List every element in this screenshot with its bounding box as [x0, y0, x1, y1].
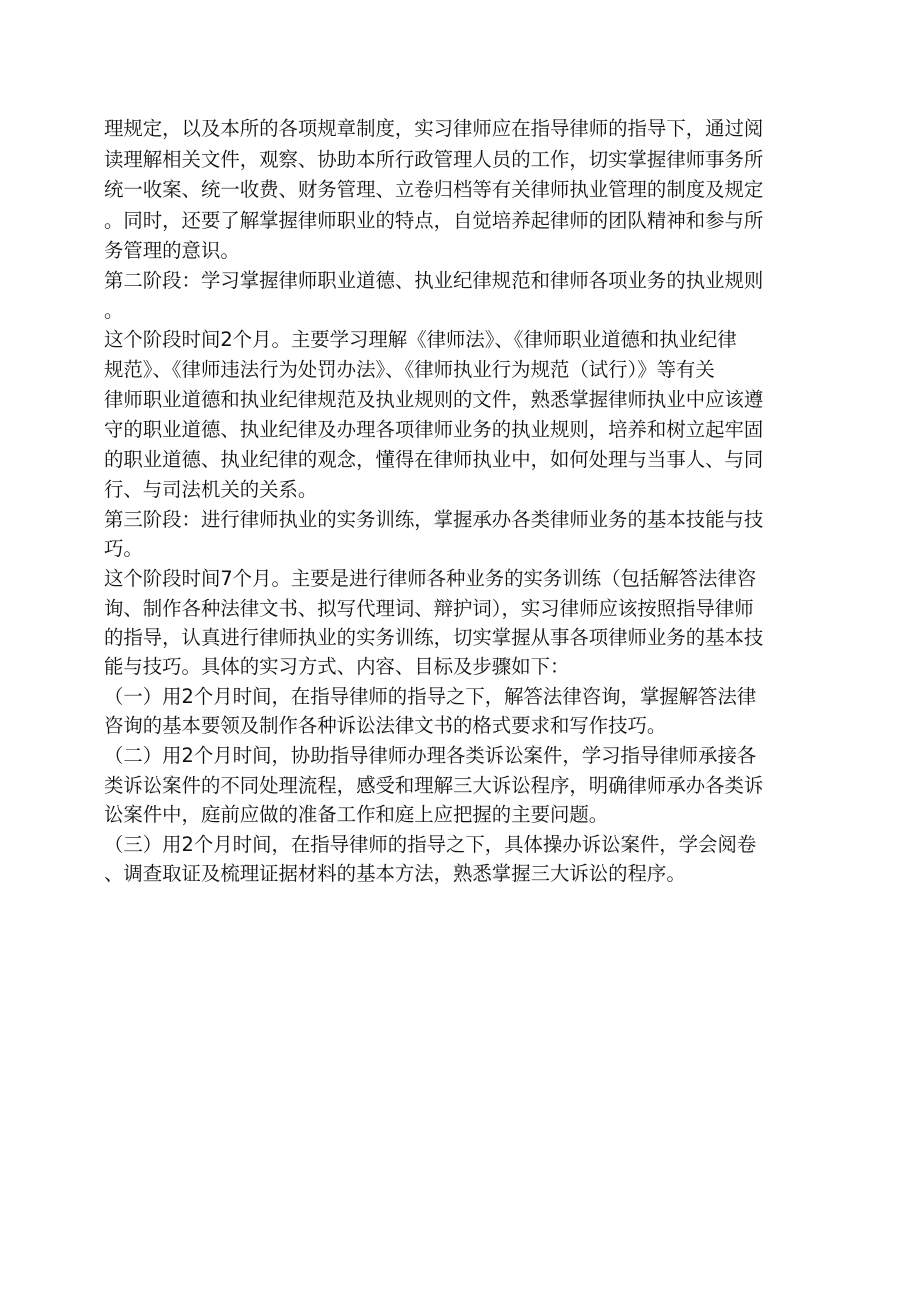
section-heading: 。	[104, 299, 124, 322]
section-heading: 第三阶段：进行律师执业的实务训练，掌握承办各类律师业务的基本技能与技	[104, 508, 764, 531]
text-line: 行、与司法机关的关系。	[104, 478, 318, 501]
text-line: 的职业道德、执业纪律的观念，懂得在律师执业中，如何处理与当事人、与同	[104, 448, 764, 471]
text-line: 。同时，还要了解掌握律师职业的特点，自觉培养起律师的团队精神和参与所	[104, 209, 764, 232]
list-item: （三）用2个月时间，在指导律师的指导之下，具体操办诉讼案件，学会阅卷	[104, 833, 757, 856]
text-line: 这个阶段时间2个月。主要学习理解《律师法》、《律师职业道德和执业纪律	[104, 328, 737, 351]
text-line: 这个阶段时间7个月。主要是进行律师各种业务的实务训练（包括解答法律咨	[104, 567, 757, 590]
list-item: 咨询的基本要领及制作各种诉讼法律文书的格式要求和写作技巧。	[104, 714, 667, 737]
text-line: 读理解相关文件，观察、协助本所行政管理人员的工作，切实掌握律师事务所	[104, 148, 764, 171]
section-heading: 巧。	[104, 537, 143, 560]
text-line: 守的职业道德、执业纪律及办理各项律师业务的执业规则，培养和树立起牢固	[104, 418, 764, 441]
list-item: 、调查取证及梳理证据材料的基本方法，熟悉掌握三大诉讼的程序。	[104, 862, 686, 885]
text-line: 规范》、《律师违法行为处罚办法》、《律师执业行为规范（试行）》等有关	[104, 358, 715, 381]
list-item: （二）用2个月时间，协助指导律师办理各类诉讼案件，学习指导律师承接各	[104, 744, 757, 767]
text-line: 能与技巧。具体的实习方式、内容、目标及步骤如下：	[104, 655, 570, 678]
text-line: 统一收案、统一收费、财务管理、立卷归档等有关律师执业管理的制度及规定	[104, 178, 764, 201]
list-item: 讼案件中，庭前应做的准备工作和庭上应把握的主要问题。	[104, 803, 609, 826]
text-line: 的指导，认真进行律师执业的实务训练，切实掌握从事各项律师业务的基本技	[104, 626, 764, 649]
list-item: （一）用2个月时间，在指导律师的指导之下，解答法律咨询，掌握解答法律	[104, 685, 757, 708]
text-line: 律师职业道德和执业纪律规范及执业规则的文件，熟悉掌握律师执业中应该遵	[104, 388, 764, 411]
text-line: 理规定，以及本所的各项规章制度，实习律师应在指导律师的指导下，通过阅	[104, 117, 764, 140]
section-heading: 第二阶段：学习掌握律师职业道德、执业纪律规范和律师各项业务的执业规则	[104, 269, 764, 292]
text-line: 务管理的意识。	[104, 239, 240, 262]
text-line: 询、制作各种法律文书、拟写代理词、辩护词），实习律师应该按照指导律师	[104, 597, 754, 620]
list-item: 类诉讼案件的不同处理流程，感受和理解三大诉讼程序，明确律师承办各类诉	[104, 774, 764, 797]
